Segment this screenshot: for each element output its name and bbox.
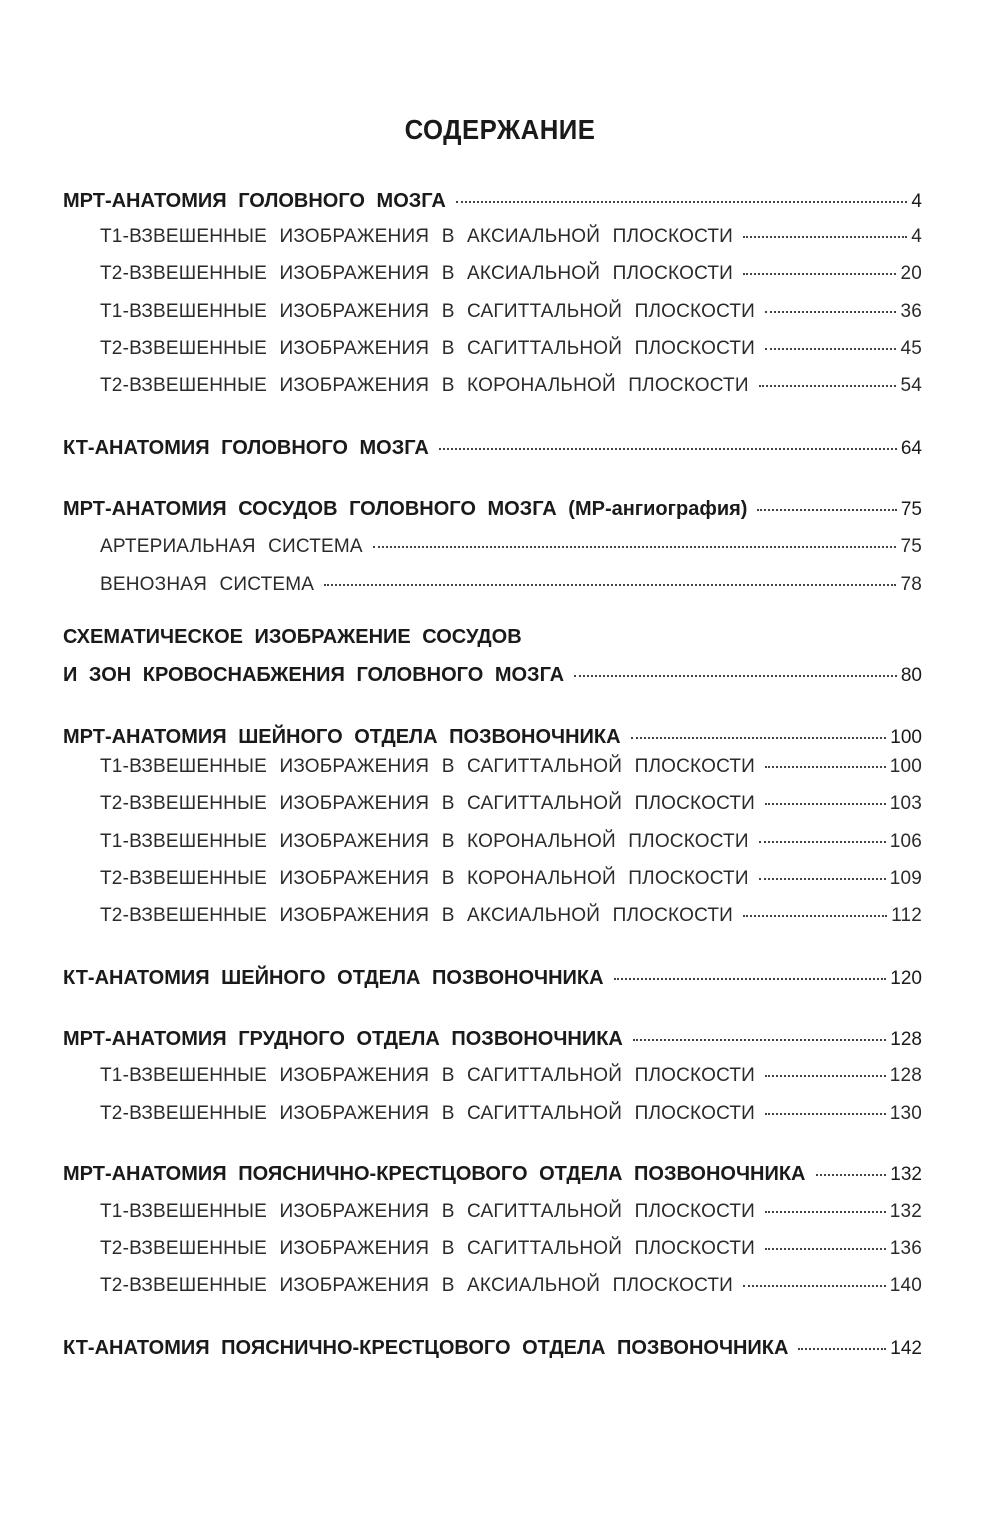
toc-subsection-entry[interactable] — [100, 905, 922, 935]
toc-page-number: 75 — [900, 499, 922, 520]
toc-entry-label: КТ-АНАТОМИЯ ШЕЙНОГО ОТДЕЛА ПОЗВОНОЧНИКА — [63, 967, 604, 989]
dot-leader — [631, 737, 887, 739]
toc-entry-label: Т2-ВЗВЕШЕННЫЕ ИЗОБРАЖЕНИЯ В КОРОНАЛЬНОЙ ПЛОСКОСТИ — [100, 375, 749, 396]
toc-entry-label: МРТ-АНАТОМИЯ ГРУДНОГО ОТДЕЛА ПОЗВОНОЧНИКА — [63, 1028, 623, 1050]
toc-page-number: 80 — [900, 665, 922, 686]
toc-entry-label: ВЕНОЗНАЯ СИСТЕМА — [100, 574, 315, 595]
toc-subsection-entry[interactable] — [100, 263, 922, 293]
toc-subsection-entry[interactable] — [100, 1065, 922, 1095]
toc-page-number: 120 — [890, 968, 922, 989]
dot-leader — [759, 878, 886, 880]
toc-section-entry[interactable] — [63, 626, 922, 694]
toc-page-number: 130 — [889, 1103, 922, 1124]
toc-subsection-entry[interactable] — [100, 831, 922, 861]
toc-section-entry[interactable] — [63, 190, 922, 220]
dot-leader — [765, 311, 896, 313]
toc-entry-label: Т1-ВЗВЕШЕННЫЕ ИЗОБРАЖЕНИЯ В АКСИАЛЬНОЙ ПЛОСКОСТИ — [100, 226, 734, 247]
toc-entry-label: Т2-ВЗВЕШЕННЫЕ ИЗОБРАЖЕНИЯ В АКСИАЛЬНОЙ ПЛОСКОСТИ — [100, 905, 734, 926]
dot-leader — [765, 348, 896, 350]
toc-subsection-entry[interactable] — [100, 226, 922, 256]
toc-subsection-entry[interactable] — [100, 793, 922, 823]
toc-entry-label: КТ-АНАТОМИЯ ГОЛОВНОГО МОЗГА — [63, 437, 429, 459]
toc-page-number: 132 — [890, 1164, 922, 1185]
toc-entry-label: Т2-ВЗВЕШЕННЫЕ ИЗОБРАЖЕНИЯ В КОРОНАЛЬНОЙ ПЛОСКОСТИ — [100, 868, 749, 889]
dot-leader — [765, 803, 886, 805]
dot-leader — [765, 1248, 886, 1250]
toc-entry-label: МРТ-АНАТОМИЯ ПОЯСНИЧНО-КРЕСТЦОВОГО ОТДЕЛА ПОЗВОНОЧНИКА — [63, 1163, 806, 1185]
toc-subsection-entry[interactable] — [100, 338, 922, 368]
toc-page-number: 4 — [911, 191, 922, 212]
toc-subsection-entry[interactable] — [100, 1201, 922, 1231]
dot-leader — [373, 546, 897, 548]
toc-page-number: 128 — [889, 1065, 922, 1086]
toc-subsection-entry[interactable] — [100, 1103, 922, 1133]
toc-subsection-entry[interactable] — [100, 1238, 922, 1268]
page-title: СОДЕРЖАНИЕ — [404, 114, 596, 145]
toc-section-entry[interactable] — [63, 1163, 922, 1193]
dot-leader — [816, 1174, 887, 1176]
toc-page-number: 142 — [890, 1338, 922, 1359]
toc-entry-label-line1: СХЕМАТИЧЕСКОЕ ИЗОБРАЖЕНИЕ СОСУДОВ — [63, 626, 522, 648]
dot-leader — [757, 509, 896, 511]
toc-page-number: 103 — [889, 793, 922, 814]
toc-section-entry[interactable] — [63, 726, 922, 756]
toc-section-entry[interactable] — [63, 437, 922, 467]
toc-section-entry[interactable] — [63, 1028, 922, 1058]
toc-entry-label: Т2-ВЗВЕШЕННЫЕ ИЗОБРАЖЕНИЯ В САГИТТАЛЬНОЙ ПЛОСКОСТИ — [100, 793, 756, 814]
toc-page-number: 64 — [900, 438, 922, 459]
toc-entry-label: Т2-ВЗВЕШЕННЫЕ ИЗОБРАЖЕНИЯ В САГИТТАЛЬНОЙ ПЛОСКОСТИ — [100, 1103, 756, 1124]
toc-entry-label: КТ-АНАТОМИЯ ПОЯСНИЧНО-КРЕСТЦОВОГО ОТДЕЛА ПОЗВОНОЧНИКА — [63, 1337, 789, 1359]
toc-entry-label: МРТ-АНАТОМИЯ ШЕЙНОГО ОТДЕЛА ПОЗВОНОЧНИКА — [63, 726, 621, 748]
toc-entry-label: Т1-ВЗВЕШЕННЫЕ ИЗОБРАЖЕНИЯ В САГИТТАЛЬНОЙ ПЛОСКОСТИ — [100, 1201, 756, 1222]
toc-subsection-entry[interactable] — [100, 536, 922, 566]
toc-page-number: 140 — [889, 1275, 922, 1296]
toc-entry-label: Т1-ВЗВЕШЕННЫЕ ИЗОБРАЖЕНИЯ В САГИТТАЛЬНОЙ ПЛОСКОСТИ — [100, 1065, 756, 1086]
toc-entry-label: И ЗОН КРОВОСНАБЖЕНИЯ ГОЛОВНОГО МОЗГА — [63, 664, 565, 686]
toc-page-number: 75 — [900, 536, 922, 557]
dot-leader — [765, 766, 886, 768]
toc-entry-label: Т1-ВЗВЕШЕННЫЕ ИЗОБРАЖЕНИЯ В САГИТТАЛЬНОЙ ПЛОСКОСТИ — [100, 301, 756, 322]
toc-page-number: 128 — [890, 1029, 922, 1050]
toc-page-number: 136 — [889, 1238, 922, 1259]
dot-leader — [765, 1075, 886, 1077]
toc-page-number: 20 — [900, 263, 922, 284]
toc-subsection-entry[interactable] — [100, 756, 922, 786]
toc-subsection-entry[interactable] — [100, 375, 922, 405]
toc-section-entry[interactable] — [63, 967, 922, 997]
dot-leader — [743, 915, 887, 917]
dot-leader — [765, 1211, 886, 1213]
toc-entry-label: Т1-ВЗВЕШЕННЫЕ ИЗОБРАЖЕНИЯ В КОРОНАЛЬНОЙ ПЛОСКОСТИ — [100, 831, 749, 852]
toc-page-number: 106 — [889, 831, 922, 852]
toc-entry-label: МРТ-АНАТОМИЯ ГОЛОВНОГО МОЗГА — [63, 190, 446, 212]
toc-page-number: 54 — [900, 375, 922, 396]
toc-page-number: 45 — [900, 338, 922, 359]
toc-section-entry[interactable] — [63, 1337, 922, 1367]
toc-subsection-entry[interactable] — [100, 301, 922, 331]
toc-page-number: 36 — [900, 301, 922, 322]
toc-section-entry[interactable] — [63, 498, 922, 528]
toc-subsection-entry[interactable] — [100, 1275, 922, 1305]
toc-entry-label: Т1-ВЗВЕШЕННЫЕ ИЗОБРАЖЕНИЯ В САГИТТАЛЬНОЙ ПЛОСКОСТИ — [100, 756, 756, 777]
toc-entry-label: Т2-ВЗВЕШЕННЫЕ ИЗОБРАЖЕНИЯ В САГИТТАЛЬНОЙ ПЛОСКОСТИ — [100, 338, 756, 359]
dot-leader — [765, 1113, 886, 1115]
toc-subsection-entry[interactable] — [100, 574, 922, 604]
toc-page-number: 100 — [890, 727, 922, 748]
dot-leader — [324, 584, 896, 586]
toc-entry-label: Т2-ВЗВЕШЕННЫЕ ИЗОБРАЖЕНИЯ В АКСИАЛЬНОЙ ПЛОСКОСТИ — [100, 1275, 734, 1296]
dot-leader — [614, 978, 887, 980]
toc-page-number: 132 — [889, 1201, 922, 1222]
toc-entry-label: МРТ-АНАТОМИЯ СОСУДОВ ГОЛОВНОГО МОЗГА (МР-ангиография) — [63, 498, 748, 520]
toc-page-number: 112 — [891, 905, 922, 926]
dot-leader — [439, 448, 897, 450]
dot-leader — [743, 1285, 886, 1287]
dot-leader — [574, 675, 897, 677]
toc-entry-label: Т2-ВЗВЕШЕННЫЕ ИЗОБРАЖЕНИЯ В САГИТТАЛЬНОЙ ПЛОСКОСТИ — [100, 1238, 756, 1259]
toc-page-number: 4 — [911, 226, 922, 247]
toc-page-number: 78 — [900, 574, 922, 595]
toc-page-number: 109 — [889, 868, 922, 889]
toc-entry-label: Т2-ВЗВЕШЕННЫЕ ИЗОБРАЖЕНИЯ В АКСИАЛЬНОЙ ПЛОСКОСТИ — [100, 263, 734, 284]
dot-leader — [759, 841, 886, 843]
dot-leader — [759, 385, 897, 387]
dot-leader — [456, 201, 908, 203]
toc-subsection-entry[interactable] — [100, 868, 922, 898]
toc-entry-label: АРТЕРИАЛЬНАЯ СИСТЕМА — [100, 536, 363, 557]
dot-leader — [743, 273, 896, 275]
toc-page-number: 100 — [889, 756, 922, 777]
dot-leader — [798, 1348, 886, 1350]
dot-leader — [633, 1039, 886, 1041]
dot-leader — [743, 236, 907, 238]
